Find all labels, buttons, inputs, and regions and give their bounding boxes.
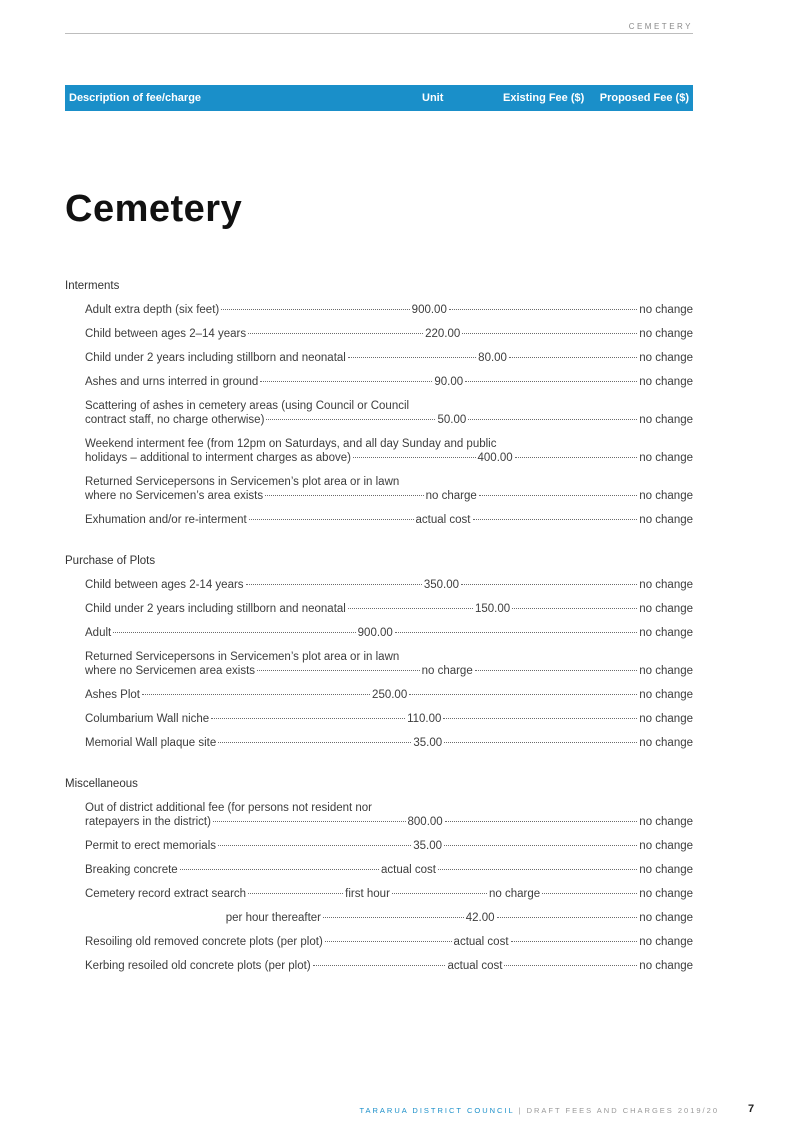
fee-description-line: Returned Servicepersons in Servicemen’s plot area or in lawn xyxy=(85,651,400,663)
fee-line xyxy=(85,375,693,389)
dot-leader xyxy=(473,519,638,520)
fee-line xyxy=(85,413,693,427)
proposed-fee: no change xyxy=(639,452,693,464)
footer-document-title: DRAFT FEES AND CHARGES 2019/20 xyxy=(526,1106,719,1115)
fee-line xyxy=(85,303,693,317)
fee-description-line: Out of district additional fee (for persons not resident nor xyxy=(85,802,373,814)
proposed-fee: no change xyxy=(639,352,693,364)
proposed-fee: no change xyxy=(639,888,694,900)
dot-leader xyxy=(395,632,637,633)
existing-fee: no charge xyxy=(489,888,541,900)
fee-description: Ashes Plot xyxy=(85,689,140,701)
dot-leader xyxy=(409,694,637,695)
fee-row xyxy=(85,327,693,341)
fee-description: contract staff, no charge otherwise) xyxy=(85,414,265,426)
dot-leader xyxy=(444,845,637,846)
proposed-fee: no change xyxy=(639,936,693,948)
fee-line xyxy=(85,578,693,592)
fee-line xyxy=(85,664,693,678)
dot-leader xyxy=(512,608,637,609)
fee-row xyxy=(85,375,693,389)
existing-fee: 90.00 xyxy=(434,376,464,388)
dot-leader xyxy=(348,357,476,358)
section-heading: Miscellaneous xyxy=(65,778,138,790)
dot-leader xyxy=(444,742,637,743)
fee-description: Adult xyxy=(85,627,112,639)
dot-leader xyxy=(515,457,638,458)
fee-line xyxy=(85,815,693,829)
fee-description: Memorial Wall plaque site xyxy=(85,737,217,749)
fee-row xyxy=(85,712,693,726)
fee-unit: per hour thereafter xyxy=(225,912,322,924)
dot-leader xyxy=(221,309,409,310)
existing-fee: 350.00 xyxy=(423,579,460,591)
fee-description: Columbarium Wall niche xyxy=(85,713,210,725)
fee-row xyxy=(85,399,693,427)
dot-leader xyxy=(218,742,411,743)
dot-leader xyxy=(509,357,637,358)
fee-line xyxy=(85,688,693,702)
proposed-fee: no change xyxy=(639,414,694,426)
fee-row xyxy=(85,650,693,678)
fee-description: Exhumation and/or re-interment xyxy=(85,514,247,526)
fee-description: Permit to erect memorials xyxy=(85,840,217,852)
existing-fee: actual cost xyxy=(415,514,471,526)
dot-leader xyxy=(479,495,638,496)
dot-leader xyxy=(475,670,638,671)
fee-row xyxy=(85,839,693,853)
existing-fee: 50.00 xyxy=(437,414,467,426)
dot-leader xyxy=(511,941,638,942)
fee-line xyxy=(85,863,693,877)
fee-line xyxy=(85,602,693,616)
fee-description: Cemetery record extract search xyxy=(85,888,247,900)
column-header-proposed-fee: Proposed Fee ($) xyxy=(599,92,689,104)
dot-leader xyxy=(180,869,379,870)
fee-description: Child under 2 years including stillborn and neonatal xyxy=(85,603,346,615)
existing-fee: 110.00 xyxy=(407,713,442,725)
dot-leader xyxy=(248,893,343,894)
fee-row xyxy=(85,736,693,750)
dot-leader xyxy=(348,608,473,609)
fee-description: ratepayers in the district) xyxy=(85,816,211,828)
existing-fee: 900.00 xyxy=(411,304,447,316)
section-heading: Interments xyxy=(65,280,120,292)
fee-row xyxy=(85,475,693,503)
dot-leader xyxy=(246,584,422,585)
existing-fee: actual cost xyxy=(381,864,436,876)
fee-description: Ashes and urns interred in ground xyxy=(85,376,259,388)
dot-leader xyxy=(323,917,464,918)
dot-leader xyxy=(445,821,638,822)
fee-line xyxy=(85,887,693,901)
fee-unit: first hour xyxy=(345,888,390,900)
fee-row xyxy=(85,911,693,925)
page-footer xyxy=(359,1106,719,1115)
fee-line xyxy=(85,935,693,949)
dot-leader xyxy=(248,333,423,334)
proposed-fee: no change xyxy=(639,490,693,502)
dot-leader xyxy=(353,457,476,458)
fee-line xyxy=(85,911,693,925)
fee-row xyxy=(85,578,693,592)
proposed-fee: no change xyxy=(639,816,694,828)
fee-row xyxy=(85,351,693,365)
proposed-fee: no change xyxy=(639,514,694,526)
proposed-fee: no change xyxy=(639,737,694,749)
fee-row xyxy=(85,887,693,901)
fee-line xyxy=(85,489,693,503)
column-header-description: Description of fee/charge xyxy=(69,92,202,104)
column-header-unit: Unit xyxy=(422,92,444,104)
running-header: CEMETERY xyxy=(628,22,693,31)
dot-leader xyxy=(542,893,637,894)
proposed-fee: no change xyxy=(639,864,693,876)
fee-description: Child between ages 2-14 years xyxy=(85,579,244,591)
proposed-fee: no change xyxy=(639,376,693,388)
proposed-fee: no change xyxy=(639,304,694,316)
fee-line xyxy=(85,351,693,365)
fee-row xyxy=(85,437,693,465)
fee-line xyxy=(85,736,693,750)
proposed-fee: no change xyxy=(639,665,693,677)
dot-leader xyxy=(142,694,370,695)
fee-description: Child between ages 2–14 years xyxy=(85,328,247,340)
fee-row xyxy=(85,513,693,527)
dot-leader xyxy=(249,519,414,520)
footer-council-name: TARARUA DISTRICT COUNCIL xyxy=(359,1106,515,1115)
fee-row xyxy=(85,863,693,877)
existing-fee: 900.00 xyxy=(357,627,393,639)
dot-leader xyxy=(257,670,420,671)
proposed-fee: no change xyxy=(639,960,694,972)
dot-leader xyxy=(461,584,637,585)
fee-line xyxy=(85,513,693,527)
existing-fee: 80.00 xyxy=(478,352,507,364)
fee-row xyxy=(85,801,693,829)
dot-leader xyxy=(438,869,637,870)
dot-leader xyxy=(497,917,638,918)
existing-fee: actual cost xyxy=(447,960,503,972)
existing-fee: no charge xyxy=(425,490,477,502)
proposed-fee: no change xyxy=(639,912,694,924)
section-gap xyxy=(65,537,693,553)
footer-separator: | xyxy=(518,1106,523,1115)
fee-description: holidays – additional to interment charges as above) xyxy=(85,452,351,464)
fee-line xyxy=(85,959,693,973)
fee-description: Child under 2 years including stillborn and neonatal xyxy=(85,352,346,364)
dot-leader xyxy=(113,632,355,633)
dot-leader xyxy=(449,309,637,310)
section-gap xyxy=(65,760,693,776)
proposed-fee: no change xyxy=(639,328,694,340)
proposed-fee: no change xyxy=(639,689,694,701)
fee-line xyxy=(85,712,693,726)
existing-fee: 150.00 xyxy=(474,603,511,615)
fee-description-line: Weekend interment fee (from 12pm on Saturdays, and all day Sunday and public xyxy=(85,438,497,450)
fee-line xyxy=(85,327,693,341)
fee-line xyxy=(85,626,693,640)
proposed-fee: no change xyxy=(639,627,693,639)
page-number: 7 xyxy=(748,1103,755,1115)
existing-fee: 42.00 xyxy=(465,912,495,924)
dot-leader xyxy=(504,965,637,966)
fee-line xyxy=(85,839,693,853)
existing-fee: no charge xyxy=(421,665,473,677)
fee-description: Resoiling old removed concrete plots (per plot) xyxy=(85,936,323,948)
dot-leader xyxy=(462,333,637,334)
fee-schedule xyxy=(65,278,693,983)
fee-row xyxy=(85,303,693,317)
fee-description: where no Servicemen’s area exists xyxy=(85,490,264,502)
existing-fee: 220.00 xyxy=(425,328,461,340)
fee-description: where no Servicemen area exists xyxy=(85,665,256,677)
column-header-existing-fee: Existing Fee ($) xyxy=(503,92,585,104)
dot-leader xyxy=(325,941,452,942)
fee-description: Breaking concrete xyxy=(85,864,178,876)
existing-fee: 400.00 xyxy=(477,452,513,464)
fee-row xyxy=(85,935,693,949)
page-title: Cemetery xyxy=(65,188,243,230)
fee-row xyxy=(85,959,693,973)
column-header-bar xyxy=(65,85,693,111)
fee-description-line: Returned Servicepersons in Servicemen’s plot area or in lawn xyxy=(85,476,400,488)
fee-description: Kerbing resoiled old concrete plots (per plot) xyxy=(85,960,311,972)
existing-fee: 800.00 xyxy=(407,816,443,828)
dot-leader xyxy=(211,718,405,719)
proposed-fee: no change xyxy=(639,579,694,591)
proposed-fee: no change xyxy=(639,840,694,852)
fee-description-line: Scattering of ashes in cemetery areas (using Council or Council xyxy=(85,400,410,412)
fee-description: Adult extra depth (six feet) xyxy=(85,304,220,316)
dot-leader xyxy=(443,718,637,719)
fee-row xyxy=(85,602,693,616)
fee-row xyxy=(85,626,693,640)
dot-leader xyxy=(218,845,411,846)
existing-fee: 250.00 xyxy=(372,689,408,701)
proposed-fee: no change xyxy=(639,713,693,725)
dot-leader xyxy=(213,821,406,822)
header-rule xyxy=(65,33,693,34)
proposed-fee: no change xyxy=(639,603,693,615)
dot-leader xyxy=(260,381,432,382)
fee-row xyxy=(85,688,693,702)
dot-leader xyxy=(313,965,446,966)
fee-line xyxy=(85,451,693,465)
dot-leader xyxy=(468,419,637,420)
existing-fee: actual cost xyxy=(453,936,509,948)
dot-leader xyxy=(265,495,424,496)
existing-fee: 35.00 xyxy=(413,737,443,749)
dot-leader xyxy=(465,381,637,382)
existing-fee: 35.00 xyxy=(413,840,443,852)
dot-leader xyxy=(266,419,435,420)
dot-leader xyxy=(392,893,487,894)
section-heading: Purchase of Plots xyxy=(65,555,156,567)
